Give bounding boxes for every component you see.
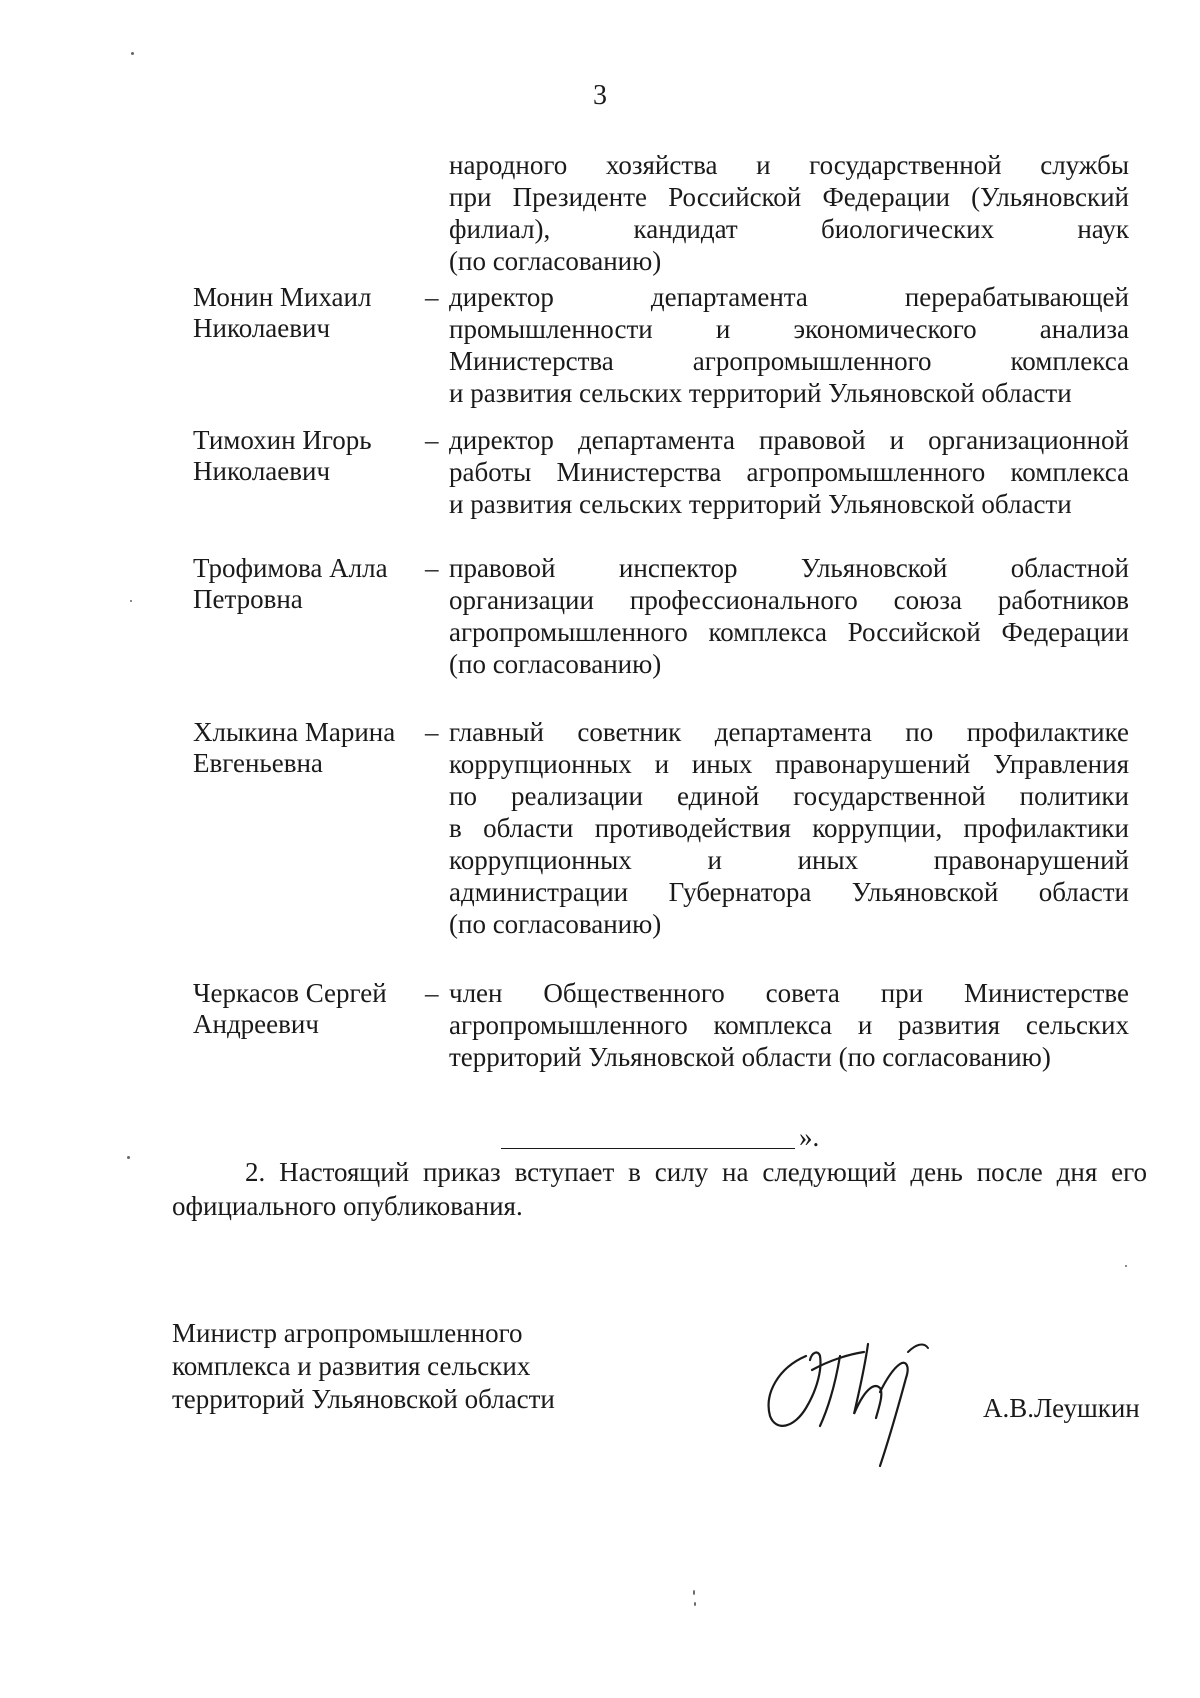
description-line: при Президенте Российской Федерации (Ульяновский	[449, 182, 1129, 212]
signature-stroke	[760, 1330, 960, 1470]
page-number: 3	[593, 80, 607, 111]
description-line: работы Министерства агропромышленного комплекса	[449, 457, 1129, 487]
scan-speck	[1125, 1265, 1127, 1267]
handwritten-signature	[760, 1330, 960, 1470]
member-name	[193, 425, 423, 487]
description-line: народного хозяйства и государственной службы	[449, 150, 1129, 180]
description-line: в области противодействия коррупции, профилактики	[449, 813, 1129, 843]
scan-speck	[694, 1602, 696, 1606]
description-line: и развития сельских территорий Ульяновской области	[449, 489, 1072, 519]
description-line: коррупционных и иных правонарушений	[449, 845, 1129, 875]
member-description-continued	[449, 150, 1129, 278]
signatory-title-line: территорий Ульяновской области	[172, 1384, 555, 1414]
description-line: агропромышленного комплекса Российской Федерации	[449, 617, 1129, 647]
list-end-mark	[501, 1118, 831, 1152]
clause-line: официального опубликования.	[172, 1191, 523, 1221]
signer-name: А.В.Леушкин	[983, 1393, 1140, 1423]
member-name-line: Николаевич	[193, 456, 331, 486]
member-name-line: Евгеньевна	[193, 748, 323, 778]
member-name-line: Николаевич	[193, 313, 331, 343]
scan-speck	[131, 52, 134, 55]
description-line: (по согласованию)	[449, 246, 662, 276]
description-line: филиал), кандидат биологических наук	[449, 214, 1129, 244]
description-line: администрации Губернатора Ульяновской области	[449, 877, 1129, 907]
scan-speck	[693, 1590, 695, 1595]
description-line: территорий Ульяновской области (по согласованию)	[449, 1042, 1051, 1072]
description-line: организации профессионального союза работников	[449, 585, 1129, 615]
clause-line: 2. Настоящий приказ вступает в силу на следующий день после дня его	[245, 1157, 1147, 1187]
dash-separator: –	[425, 282, 439, 312]
member-description	[449, 717, 1129, 941]
member-description	[449, 553, 1129, 681]
clause-paragraph	[172, 1157, 1147, 1225]
member-description	[449, 282, 1129, 410]
member-description	[449, 425, 1129, 521]
member-description	[449, 978, 1129, 1074]
member-name	[193, 717, 423, 779]
member-name	[193, 978, 423, 1040]
member-name-line: Андреевич	[193, 1009, 319, 1039]
dash-separator: –	[425, 717, 439, 747]
description-line: директор департамента правовой и организационной	[449, 425, 1129, 455]
member-name-line: Трофимова Алла	[193, 553, 388, 583]
dash-separator: –	[425, 553, 439, 583]
description-line: Министерства агропромышленного комплекса	[449, 346, 1129, 376]
member-name	[193, 553, 423, 615]
member-name-line: Петровна	[193, 584, 303, 614]
description-line: промышленности и экономического анализа	[449, 314, 1129, 344]
member-name-line: Монин Михаил	[193, 282, 372, 312]
description-line: директор департамента перерабатывающей	[449, 282, 1129, 312]
description-line: и развития сельских территорий Ульяновской области	[449, 378, 1072, 408]
dash-separator: –	[425, 425, 439, 455]
signatory-title	[172, 1318, 592, 1417]
signatory-title-line: Министр агропромышленного	[172, 1318, 523, 1348]
description-line: коррупционных и иных правонарушений Управления	[449, 749, 1129, 779]
member-name-line: Хлыкина Марина	[193, 717, 396, 747]
description-line: член Общественного совета при Министерстве	[449, 978, 1129, 1008]
description-line: (по согласованию)	[449, 909, 662, 939]
member-name	[193, 282, 423, 344]
scan-speck	[130, 600, 132, 602]
member-name-line: Тимохин Игорь	[193, 425, 372, 455]
closing-quote: ».	[799, 1122, 820, 1152]
description-line: главный советник департамента по профилактике	[449, 717, 1129, 747]
member-name-line: Черкасов Сергей	[193, 978, 387, 1008]
description-line: (по согласованию)	[449, 649, 662, 679]
description-line: правовой инспектор Ульяновской областной	[449, 553, 1129, 583]
closing-underline	[501, 1148, 795, 1149]
signatory-title-line: комплекса и развития сельских	[172, 1351, 531, 1381]
scan-speck	[127, 1156, 130, 1159]
dash-separator: –	[425, 978, 439, 1008]
description-line: агропромышленного комплекса и развития сельских	[449, 1010, 1129, 1040]
description-line: по реализации единой государственной политики	[449, 781, 1129, 811]
